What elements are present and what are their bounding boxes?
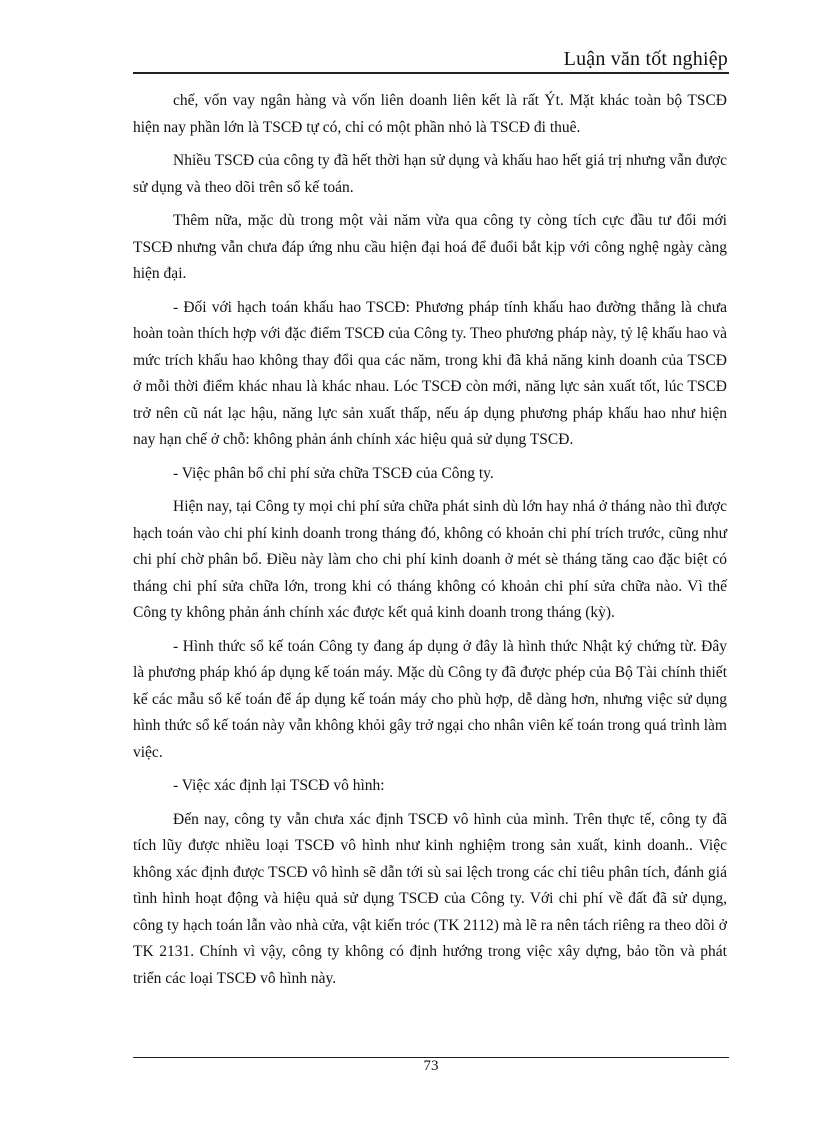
- paragraph-2: Nhiều TSCĐ của công ty đã hết thời hạn sử dụng và khấu hao hết giá trị nhưng vẫn được sử dụng và theo dõi trên sổ kế toán.: [133, 152, 727, 196]
- paragraph-3: Thêm nữa, mặc dù trong một vài năm vừa qua công ty còng tích cực đầu tư đổi mới TSCĐ nhưng vẫn chưa đáp ứng nhu cầu hiện đại hoá để đuổi bắt kịp với công nghệ ngày càng hiện đại.: [133, 212, 727, 282]
- paragraph-1: chế, vốn vay ngân hàng và vốn liên doanh liên kết là rất Ýt. Mặt khác toàn bộ TSCĐ hiện nay phần lớn là TSCĐ tự có, chỉ có một phần nhỏ là TSCĐ đi thuê.: [133, 92, 727, 136]
- paragraph-7: - Hình thức sổ kế toán Công ty đang áp dụng ở đây là hình thức Nhật ký chứng từ. Đây là phương pháp khó áp dụng kế toán máy. Mặc dù Công ty đã được phép của Bộ Tài chính thiết kế các mẫu sổ kế toán để áp dụng kế toán máy cho phù hợp, dễ dàng hơn, nhưng việc sử dụng hình thức sổ kế toán này vẫn không khỏi gây trở ngại cho nhân viên kế toán trong quá trình làm việc.: [133, 637, 727, 761]
- header-divider: [133, 72, 729, 74]
- paragraph-5: - Việc phân bổ chỉ phí sửa chữa TSCĐ của Công ty.: [173, 464, 494, 482]
- paragraph-8: - Việc xác định lại TSCĐ vô hình:: [173, 777, 385, 794]
- paragraph-6: Hiện nay, tại Công ty mọi chi phí sửa chữa phát sinh dù lớn hay nhá ở tháng nào thì được hạch toán vào chi phí kinh doanh trong tháng đó, không có khoản chi phí trích trước, cũng như chi phí chờ phân bổ. Điều này làm cho chi phí kinh doanh ở mét sè tháng tăng cao đặc biệt có tháng chi phí sửa chữa lớn, trong khi có tháng không có khoản chi phí sửa chữa nào. Vì thế Công ty không phản ánh chính xác được kết quả kinh doanh trong tháng (kỳ).: [133, 498, 727, 621]
- running-header-title: Luận văn tốt nghiệp: [563, 48, 728, 70]
- paragraph-4: - Đối với hạch toán khấu hao TSCĐ: Phương pháp tính khấu hao đường thẳng là chưa hoàn toàn thích hợp với đặc điểm TSCĐ của Công ty. Theo phương pháp này, tỷ lệ khấu hao và mức trích khấu hao không thay đổi qua các năm, trong khi đã khả năng kinh doanh của TSCĐ ở mỗi thời điểm khác nhau là khác nhau. Lóc TSCĐ còn mới, năng lực sản xuất tốt, lúc TSCĐ trở nên cũ nát lạc hậu, năng lực sản xuất thấp, nếu áp dụng phương pháp khấu hao như hiện nay hạn chế ở chỗ: không phản ánh chính xác hiệu quả sử dụng TSCĐ.: [133, 298, 727, 448]
- document-body: [133, 88, 727, 999]
- page-number: 73: [423, 1058, 439, 1074]
- paragraph-9: Đến nay, công ty vẫn chưa xác định TSCĐ vô hình của mình. Trên thực tế, công ty đã tích lũy được nhiều loại TSCĐ vô hình như kinh nghiệm trong sản xuất, kinh doanh.. Việc không xác định được TSCĐ vô hình sẽ dẫn tới sù sai lệch trong các chỉ tiêu phân tích, đánh giá tình hình hoạt động và hiệu quả sử dụng TSCĐ của Công ty. Với chi phí về đất đã sử dụng, công ty hạch toán lẫn vào nhà cửa, vật kiến tróc (TK 2112) mà lẽ ra nên tách riêng ra theo dõi ở TK 2131. Chính vì vậy, công ty không có định hướng trong việc xây dựng, bảo tồn và phát triển các loại TSCĐ vô hình này.: [133, 810, 727, 987]
